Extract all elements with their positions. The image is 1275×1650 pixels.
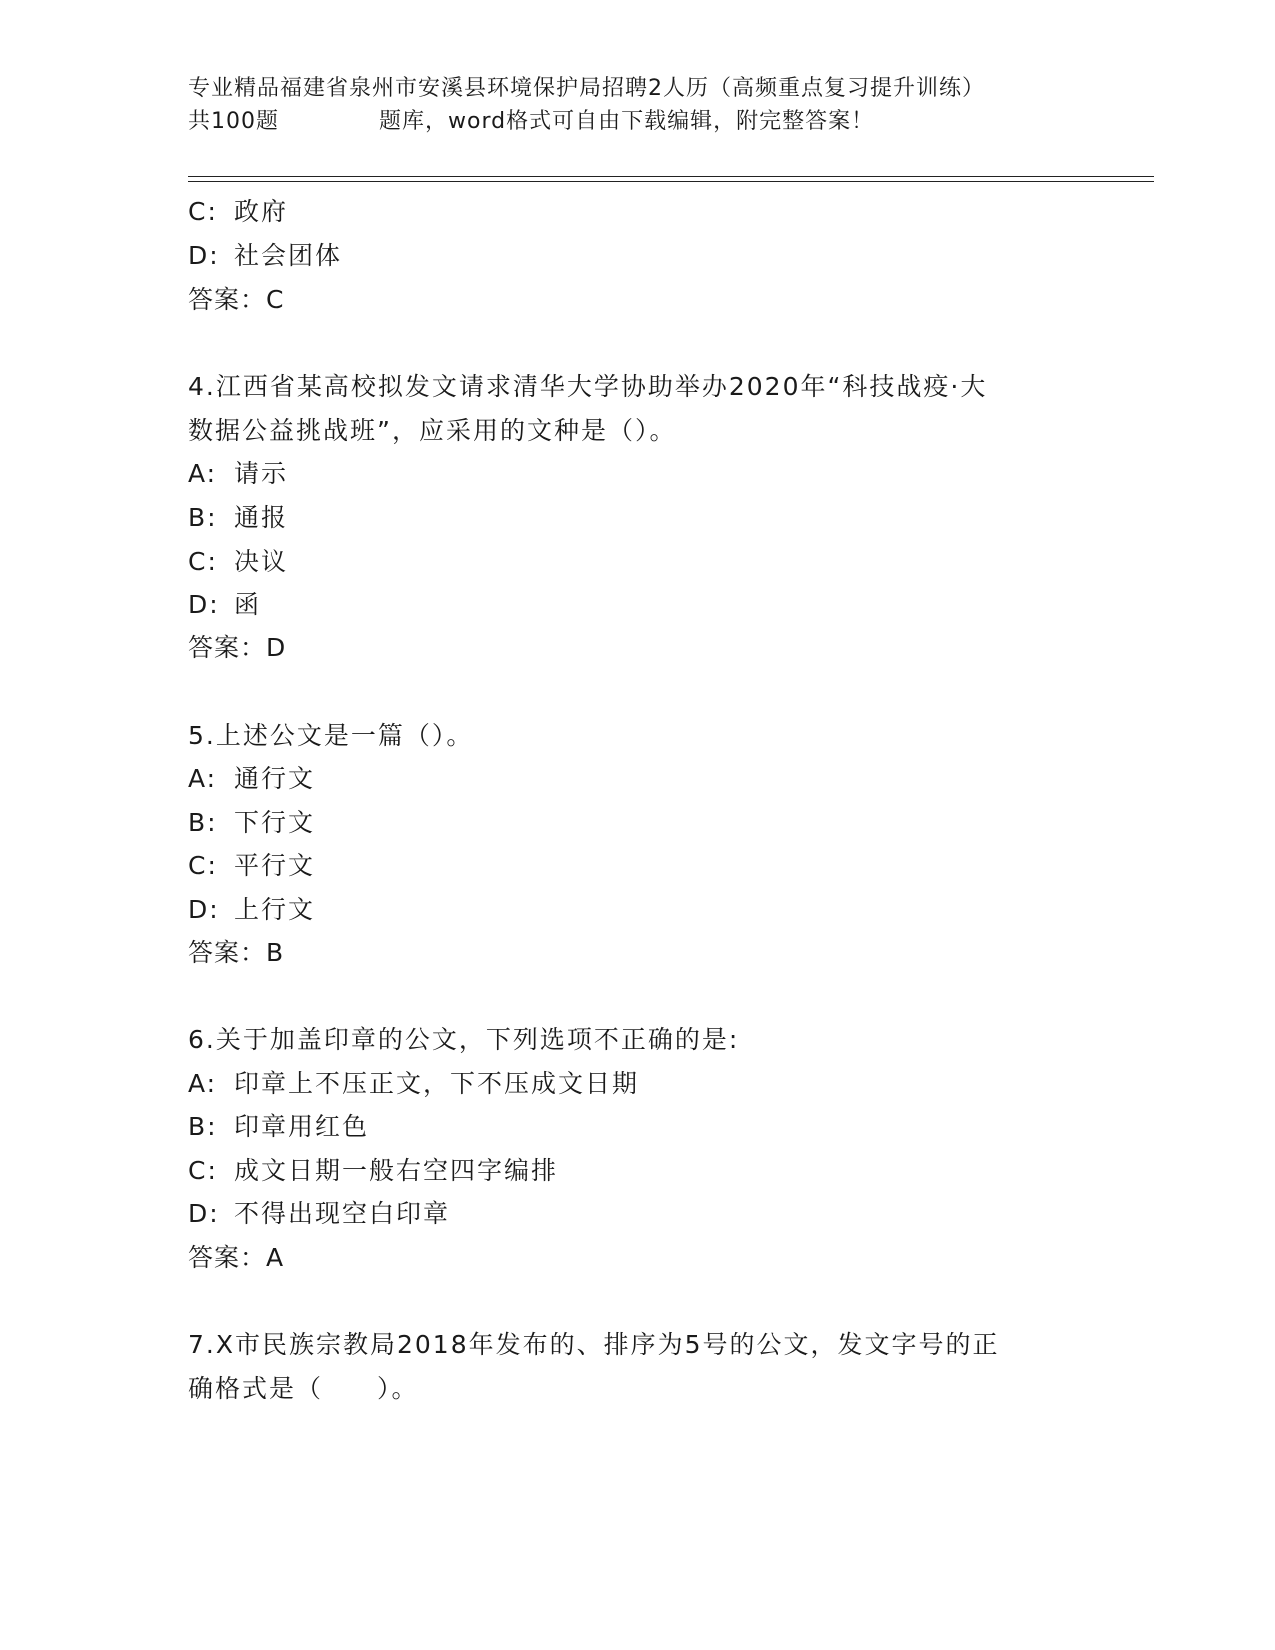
q4-option-c: C: 决议 [188,547,289,576]
q4-answer: 答案：D [188,633,287,662]
header-title-line2 [188,105,1088,138]
q5-stem-line1: 5.上述公文是一篇（）。 [188,721,474,750]
q6-option-b: B: 印章用红色 [188,1112,370,1141]
q3-answer: 答案：C [188,285,285,314]
q3-option-c: C: 政府 [188,197,289,226]
q5-option-b: B: 下行文 [188,808,316,837]
q6-answer: 答案：A [188,1243,285,1272]
q3-option-d: D: 社会团体 [188,241,343,270]
q5-option-a: A: 通行文 [188,764,316,793]
q7-stem-line1: 7.X市民族宗教局2018年发布的、排序为5号的公文，发文字号的正 [188,1330,1000,1359]
q4-option-b: B: 通报 [188,503,289,532]
q5-answer: 答案：B [188,938,285,967]
header-note: 题库，word格式可自由下载编辑，附完整答案！ [379,109,875,134]
header-divider-bottom [188,181,1154,182]
header-count: 共100题 [188,109,279,134]
q7-stem-line2: 确格式是（ ）。 [188,1374,419,1403]
q4-stem-line2: 数据公益挑战班”，应采用的文种是（）。 [188,416,677,445]
q4-stem-line1: 4.江西省某高校拟发文请求清华大学协助举办2020年“科技战疫·大 [188,372,988,401]
document-header [188,72,1088,138]
q4-option-d: D: 函 [188,590,262,619]
q6-option-a: A: 印章上不压正文，下不压成文日期 [188,1069,640,1098]
q6-stem-line1: 6.关于加盖印章的公文，下列选项不正确的是: [188,1025,740,1054]
q4-option-a: A: 请示 [188,459,289,488]
q6-option-c: C: 成文日期一般右空四字编排 [188,1156,559,1185]
header-divider-top [188,176,1154,177]
header-title-line1: 专业精品福建省泉州市安溪县环境保护局招聘2人历（高频重点复习提升训练） [188,76,985,101]
q6-option-d: D: 不得出现空白印章 [188,1199,451,1228]
q5-option-c: C: 平行文 [188,851,316,880]
q5-option-d: D: 上行文 [188,895,316,924]
